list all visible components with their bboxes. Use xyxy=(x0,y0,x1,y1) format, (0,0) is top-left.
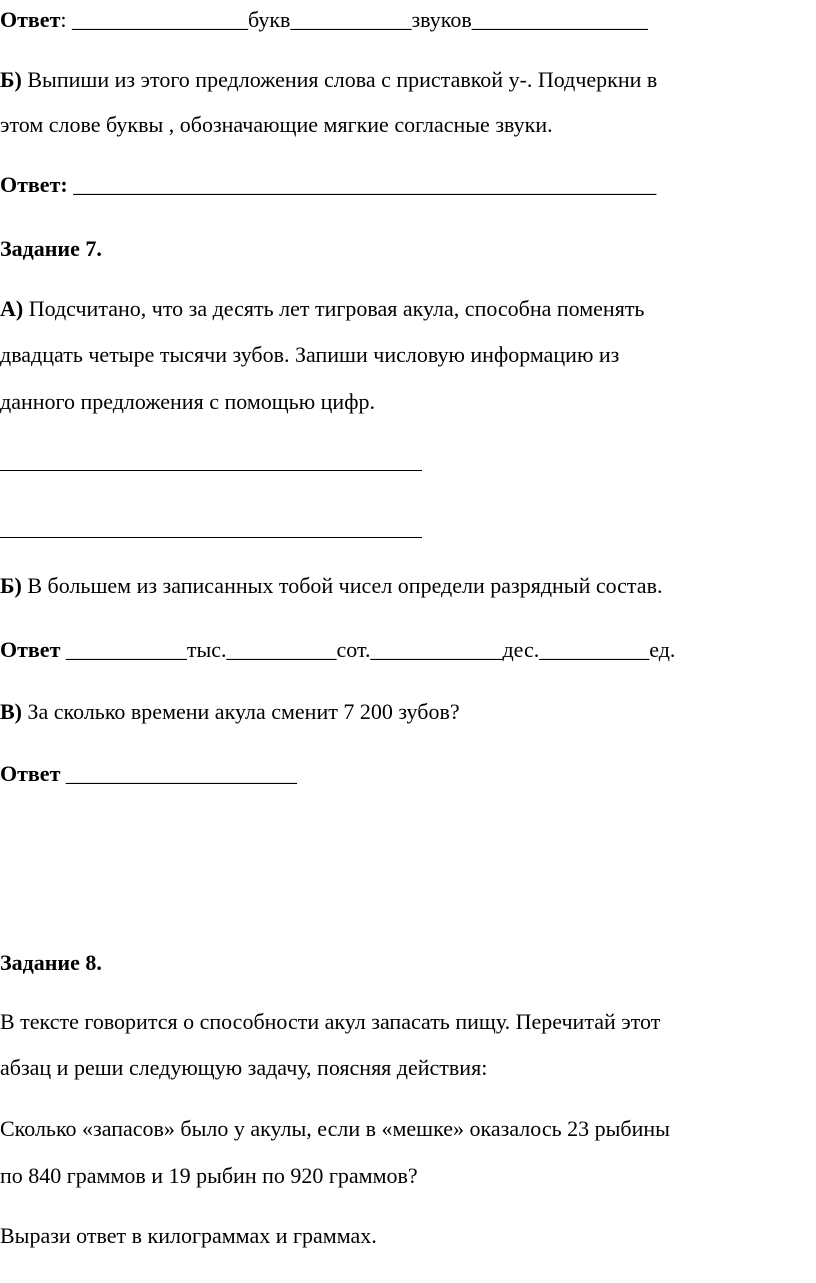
task-7a-line-2: двадцать четыре тысячи зубов. Запиши числовую информацию из xyxy=(0,342,620,367)
answer-line xyxy=(0,174,656,196)
answer-line xyxy=(0,763,297,785)
answer-label: Ответ xyxy=(0,637,61,662)
blank: ________________ xyxy=(72,7,248,32)
answer-blank-line-2 xyxy=(0,537,422,538)
task-8-line-3: Сколько «запасов» было у акулы, если в «мешке» оказалось 23 рыбины xyxy=(0,1116,670,1141)
task-8-line-4: по 840 граммов и 19 рыбин по 920 граммов? xyxy=(0,1163,418,1188)
answer-place-value-line: Ответ ___________тыс.__________сот.____________дес.__________ед. xyxy=(0,637,676,662)
blank: __________ xyxy=(539,637,650,662)
task-8-line-2: абзац и реши следующую задачу, поясняя действия: xyxy=(0,1055,488,1080)
blank: ___________ xyxy=(290,7,412,32)
blank: __________ xyxy=(226,637,337,662)
task-b-line-2: этом слове буквы , обозначающие мягкие согласные звуки. xyxy=(0,112,553,137)
task-letter: Б) xyxy=(0,67,22,92)
task-7a-line-3: данного предложения с помощью цифр. xyxy=(0,389,375,414)
blank: _____________________ xyxy=(60,761,297,786)
task-b-line-1: Б) Выпиши из этого предложения слова с приставкой у-. Подчеркни в xyxy=(0,67,658,92)
task-7a-line-1: А) Подсчитано, что за десять лет тигровая акула, способна поменять xyxy=(0,296,645,321)
task-8-line-5: Вырази ответ в килограммах и граммах. xyxy=(0,1223,377,1248)
task-letter: А) xyxy=(0,296,24,321)
answer-letters-sounds-line: Ответ: ________________букв___________звуков________________ xyxy=(0,7,648,32)
blank: ___________ xyxy=(60,637,187,662)
blank: ________________ xyxy=(471,7,648,32)
answer-label: Ответ: xyxy=(0,172,68,197)
task-8-heading: Задание 8. xyxy=(0,950,102,975)
task-letter: В) xyxy=(0,699,22,724)
task-7v-line: В) За сколько времени акула сменит 7 200 зубов? xyxy=(0,699,460,724)
blank: _____________________________________________________ xyxy=(67,172,657,197)
answer-label: Ответ xyxy=(0,7,61,32)
task-letter: Б) xyxy=(0,573,22,598)
blank: ____________ xyxy=(370,637,503,662)
answer-blank-line-1 xyxy=(0,470,422,471)
task-8-line-1: В тексте говорится о способности акул запасать пищу. Перечитай этот xyxy=(0,1009,661,1034)
answer-label: Ответ xyxy=(0,761,61,786)
task-7b-line: Б) В большем из записанных тобой чисел определи разрядный состав. xyxy=(0,573,663,598)
task-7-heading: Задание 7. xyxy=(0,236,102,261)
